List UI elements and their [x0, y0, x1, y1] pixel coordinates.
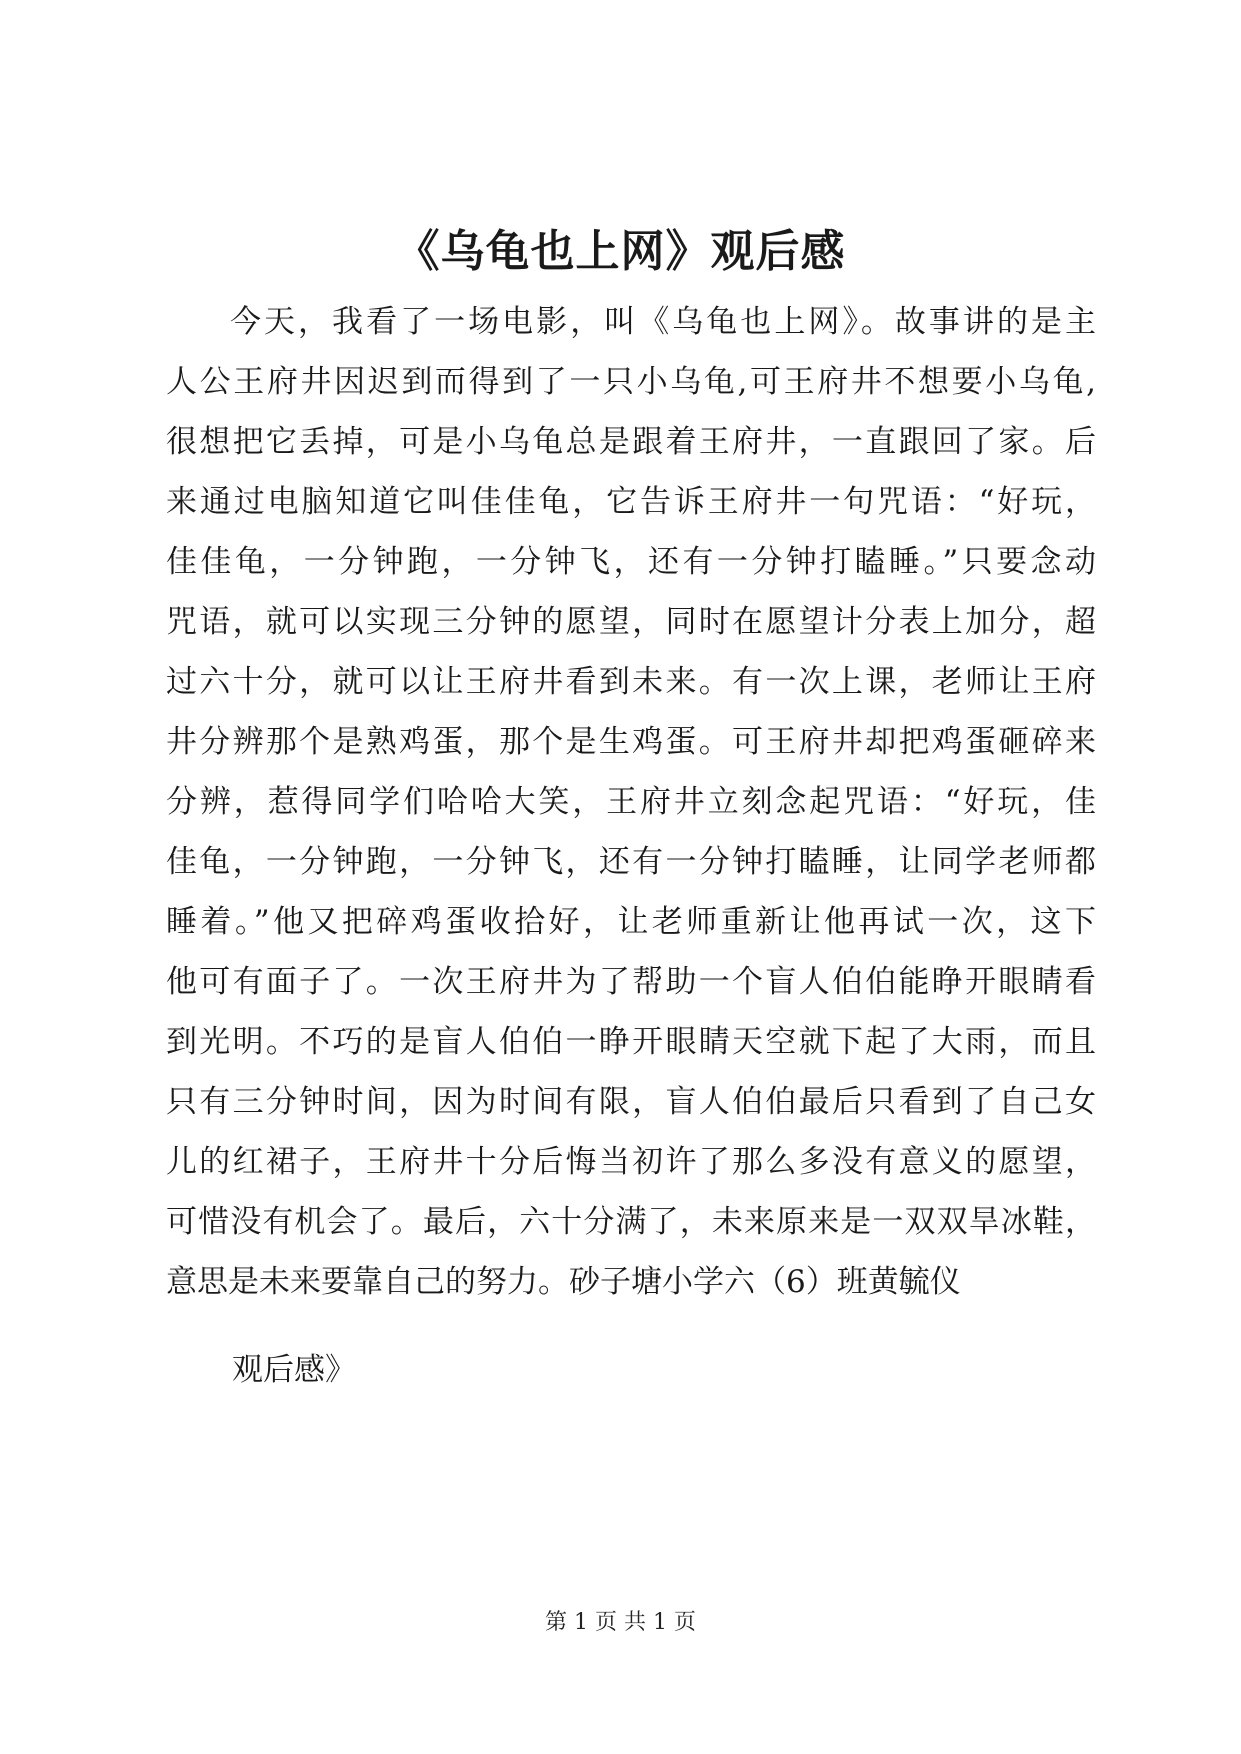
body-line: 今天，我看了一场电影，叫《乌龟也上网》。故事讲的是主	[230, 304, 1096, 340]
page-footer: 第 1 页 共 1 页	[545, 1610, 696, 1635]
body-line: 睡着。”他又把碎鸡蛋收拾好，让老师重新让他再试一次，这下	[166, 904, 1096, 940]
body-line: 佳龟，一分钟跑，一分钟飞，还有一分钟打瞌睡，让同学老师都	[166, 844, 1096, 880]
body-line: 井分辨那个是熟鸡蛋，那个是生鸡蛋。可王府井却把鸡蛋砸碎来	[166, 724, 1096, 760]
body-line: 分辨，惹得同学们哈哈大笑，王府井立刻念起咒语：“好玩，佳	[166, 784, 1096, 820]
body-line: 很想把它丢掉，可是小乌龟总是跟着王府井，一直跟回了家。后	[166, 424, 1096, 460]
body-line: 可惜没有机会了。最后，六十分满了，未来原来是一双双旱冰鞋，	[166, 1204, 1096, 1240]
body-line: 他可有面子了。一次王府井为了帮助一个盲人伯伯能睁开眼睛看	[166, 964, 1096, 1000]
body-line: 儿的红裙子，王府井十分后悔当初许了那么多没有意义的愿望，	[166, 1144, 1096, 1180]
trailing-text: 观后感》	[232, 1352, 356, 1388]
document-body	[166, 292, 1096, 1312]
body-line: 佳佳龟，一分钟跑，一分钟飞，还有一分钟打瞌睡。”只要念动	[166, 544, 1096, 580]
body-line: 过六十分，就可以让王府井看到未来。有一次上课，老师让王府	[166, 664, 1096, 700]
body-line: 到光明。不巧的是盲人伯伯一睁开眼睛天空就下起了大雨，而且	[166, 1024, 1096, 1060]
body-line: 咒语，就可以实现三分钟的愿望，同时在愿望计分表上加分，超	[166, 604, 1096, 640]
body-line: 意思是未来要靠自己的努力。砂子塘小学六（6）班黄毓仪	[166, 1264, 961, 1300]
document-title: 《乌龟也上网》观后感	[395, 226, 846, 277]
body-line: 只有三分钟时间，因为时间有限，盲人伯伯最后只看到了自己女	[166, 1084, 1096, 1120]
body-line: 人公王府井因迟到而得到了一只小乌龟,可王府井不想要小乌龟,	[166, 364, 1096, 400]
body-line: 来通过电脑知道它叫佳佳龟，它告诉王府井一句咒语：“好玩，	[166, 484, 1096, 520]
